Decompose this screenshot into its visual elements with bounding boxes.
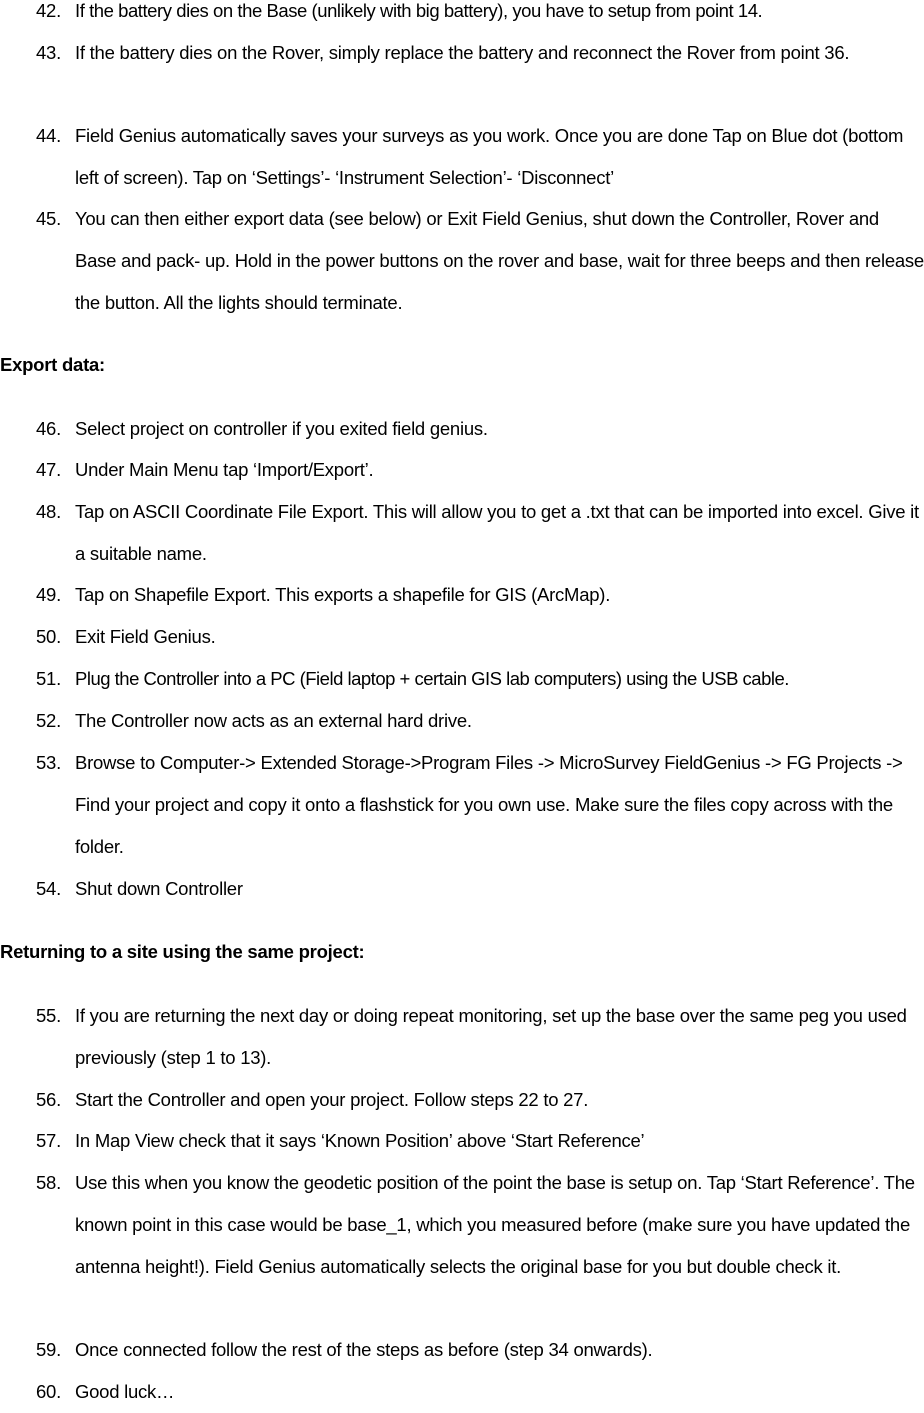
list-item-number: 57. [36, 1130, 61, 1151]
list-item-number: 52. [36, 710, 61, 731]
list-item-number: 49. [36, 584, 61, 605]
list-item-number: 58. [36, 1172, 61, 1193]
list-item-text: If the battery dies on the Rover, simply replace the battery and reconnect the Rover from point 36. [75, 42, 850, 63]
list-item-number: 60. [36, 1381, 61, 1402]
list-item-text: Select project on controller if you exited field genius. [75, 418, 488, 439]
list-item-text: Shut down Controller [75, 878, 243, 899]
list-item-number: 42. [36, 0, 61, 21]
list-item-text: The Controller now acts as an external hard drive. [75, 710, 472, 731]
list-item-text: Plug the Controller into a PC (Field laptop + certain GIS lab computers) using the USB cable. [75, 668, 789, 689]
list-item-text: Field Genius automatically saves your surveys as you work. Once you are done Tap on Blue dot (bottom left of screen). Tap on ‘Settings’- ‘Instrument Selection’- ‘Disconnect’ [75, 125, 904, 188]
list-item-number: 50. [36, 626, 61, 647]
list-item-text: Once connected follow the rest of the steps as before (step 34 onwards). [75, 1339, 653, 1360]
list-item-number: 51. [36, 668, 61, 689]
list-item-number: 46. [36, 418, 61, 439]
list-item-text: Use this when you know the geodetic position of the point the base is setup on. Tap ‘Start Reference’. The known point in this case would be base_1, which you measured before (make sure you have updated the antenna height!). Field Genius automatically selects the original base for you but double check it. [75, 1172, 915, 1277]
list-item-text: Good luck… [75, 1381, 175, 1402]
export-data-heading: Export data: [0, 354, 105, 375]
list-item-number: 44. [36, 125, 61, 146]
list-item-number: 54. [36, 878, 61, 899]
list-item-number: 47. [36, 459, 61, 480]
list-item-text: If the battery dies on the Base (unlikely with big battery), you have to setup from point 14. [75, 0, 763, 21]
list-item-number: 59. [36, 1339, 61, 1360]
list-item-text: In Map View check that it says ‘Known Position’ above ‘Start Reference’ [75, 1130, 645, 1151]
list-item-number: 43. [36, 42, 61, 63]
list-item-number: 55. [36, 1005, 61, 1026]
list-item-number: 53. [36, 752, 61, 773]
list-item-text: Tap on Shapefile Export. This exports a shapefile for GIS (ArcMap). [75, 584, 611, 605]
list-item-number: 45. [36, 208, 61, 229]
list-item-text: You can then either export data (see below) or Exit Field Genius, shut down the Controller, Rover and Base and pack- up. Hold in the power buttons on the rover and base, wait for three beeps and then release the button. All the lights should terminate. [75, 208, 924, 313]
list-item-text: Under Main Menu tap ‘Import/Export’. [75, 459, 374, 480]
list-item-text: Browse to Computer-> Extended Storage->Program Files -> MicroSurvey FieldGenius -> FG Projects -> Find your project and copy it onto a flashstick for you own use. Make sure the files copy across with the folder. [75, 752, 903, 857]
list-item-text: Tap on ASCII Coordinate File Export. This will allow you to get a .txt that can be imported into excel. Give it a suitable name. [75, 501, 919, 564]
list-item-number: 56. [36, 1089, 61, 1110]
list-item-number: 48. [36, 501, 61, 522]
list-item-text: Exit Field Genius. [75, 626, 216, 647]
list-item-text: Start the Controller and open your project. Follow steps 22 to 27. [75, 1089, 589, 1110]
returning-heading: Returning to a site using the same project: [0, 941, 365, 962]
list-item-text: If you are returning the next day or doing repeat monitoring, set up the base over the same peg you used previously (step 1 to 13). [75, 1005, 907, 1068]
